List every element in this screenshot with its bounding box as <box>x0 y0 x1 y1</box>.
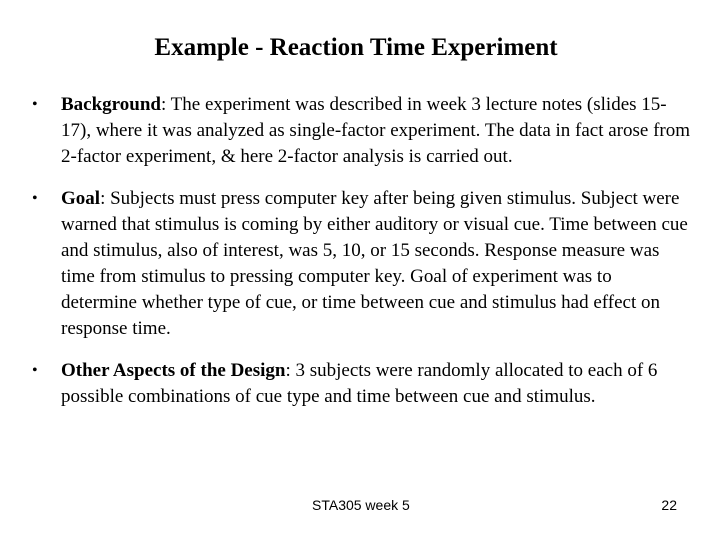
bullet-term: Goal <box>61 188 101 209</box>
bullet-text: : 3 subjects were randomly allocated to each of 6 possible combinations of cue type and time between cue and stimulus. <box>61 360 658 407</box>
bullet-term: Background <box>61 94 161 115</box>
bullet-marker: • <box>32 362 38 379</box>
bullet-text: : Subjects must press computer key after being given stimulus. Subject were warned that stimulus is coming by either auditory or visual cue. Time between cue and stimulus, also of interest, was 5, 10, or 15 seconds. Response measure was time from stimulus to pressing computer key. Goal of experiment was to determine whether type of cue, or time between cue and stimulus had effect on response time. <box>61 188 688 339</box>
bullet-marker: • <box>32 190 38 207</box>
bullet-marker: • <box>32 96 38 113</box>
bullet-design <box>32 358 692 410</box>
footer-label: STA305 week 5 <box>312 497 410 513</box>
page-number: 22 <box>661 497 677 513</box>
bullet-background <box>32 92 692 170</box>
bullet-text: : The experiment was described in week 3 lecture notes (slides 15-17), where it was analyzed as single-factor experiment. The data in fact arose from 2-factor experiment, & here 2-factor analysis is carried out. <box>61 94 691 167</box>
bullet-term: Other Aspects of the Design <box>61 360 286 381</box>
bullet-goal <box>32 186 692 342</box>
bullet-list <box>32 92 692 426</box>
slide-title: Example - Reaction Time Experiment <box>154 34 558 61</box>
